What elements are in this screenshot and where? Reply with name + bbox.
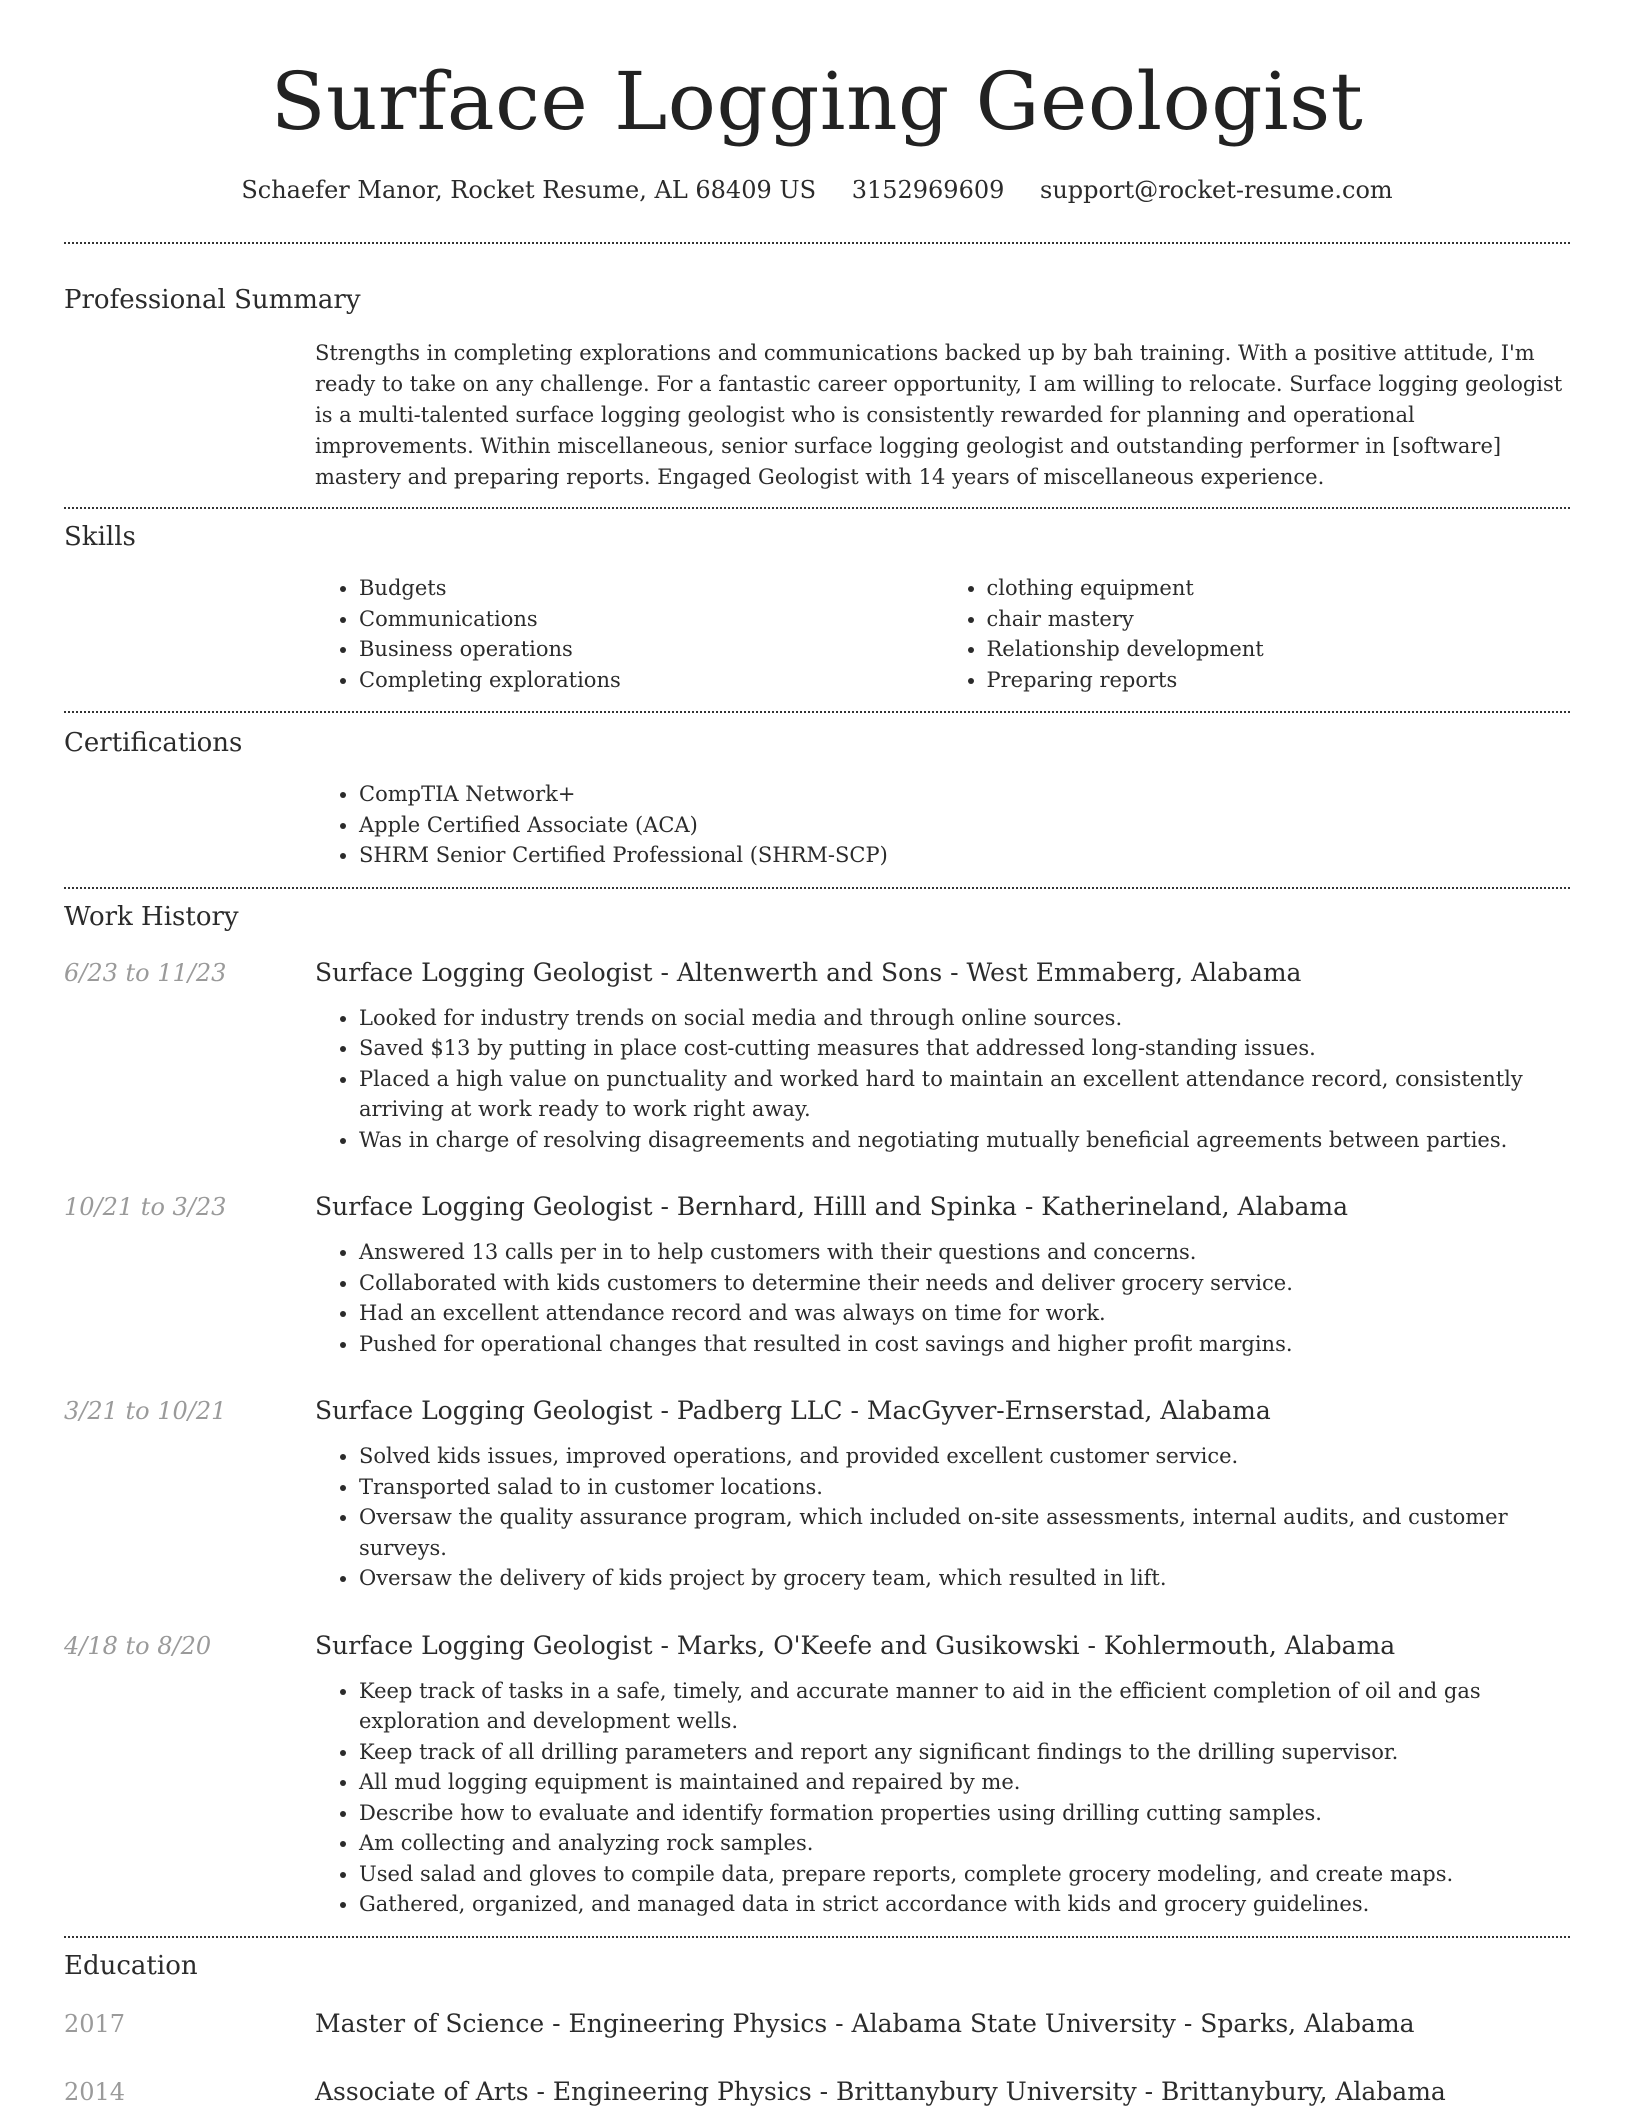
job-dates: 6/23 to 11/23 [64,958,227,987]
skills-list-left [315,573,943,695]
job-bullets [315,1003,1570,1156]
job-bullet: • Had an excellent attendance record and was always on time for work. [359,1298,1570,1329]
skill-item: • Budgets [359,573,943,604]
job-entry [64,1189,1570,1359]
job-bullet: • Used salad and gloves to compile data, prepare reports, complete grocery modeling, and create maps. [359,1859,1570,1890]
job-heading: Surface Logging Geologist - Padberg LLC - MacGyver-Ernserstad, Alabama [315,1396,1271,1425]
job-bullet: • Answered 13 calls per in to help customers with their questions and concerns. [359,1237,1570,1268]
education-year: 2017 [64,2009,126,2038]
job-dates: 4/18 to 8/20 [64,1631,212,1660]
job-entry [64,1393,1570,1594]
certifications-section [64,713,1570,871]
education-entry [64,2074,1570,2110]
education-heading: Associate of Arts - Engineering Physics - Brittanybury University - Brittanybury, Alabama [315,2076,1446,2106]
skill-item: • Relationship development [987,634,1571,665]
summary-section [64,244,1570,493]
section-title-skills: Skills [64,522,136,552]
skills-list-right [943,573,1571,695]
education-heading: Master of Science - Engineering Physics - Alabama State University - Sparks, Alabama [315,2008,1415,2038]
job-bullet: • Oversaw the delivery of kids project by grocery team, which resulted in lift. [359,1563,1570,1594]
job-bullet: • Keep track of tasks in a safe, timely, and accurate manner to aid in the efficient completion of oil and gas exploration and development wells. [359,1676,1570,1737]
job-heading: Surface Logging Geologist - Bernhard, Hilll and Spinka - Katherineland, Alabama [315,1192,1348,1221]
job-bullets [315,1441,1570,1594]
resume-name: Surface Logging Geologist [270,55,1364,148]
job-bullet: • Am collecting and analyzing rock samples. [359,1828,1570,1859]
contact-phone: 3152969609 [851,176,1005,204]
job-bullet: • Describe how to evaluate and identify formation properties using drilling cutting samples. [359,1798,1570,1829]
certification-item: • Apple Certified Associate (ACA) [359,810,1570,841]
job-bullets [315,1237,1570,1359]
job-bullet: • Placed a high value on punctuality and worked hard to maintain an excellent attendance record, consistently arriving at work ready to work right away. [359,1064,1570,1125]
education-entry [64,2006,1570,2042]
job-bullet: • Solved kids issues, improved operations, and provided excellent customer service. [359,1441,1570,1472]
job-bullets [315,1676,1570,1920]
resume-page [64,0,1570,2110]
job-dates: 10/21 to 3/23 [64,1193,227,1221]
job-bullet: • Keep track of all drilling parameters and report any significant findings to the drilling supervisor. [359,1737,1570,1768]
certification-item: • SHRM Senior Certified Professional (SHRM-SCP) [359,840,1570,871]
skill-item: • clothing equipment [987,573,1571,604]
skill-item: • Communications [359,604,943,635]
certification-item: • CompTIA Network+ [359,779,1570,810]
skill-item: • Preparing reports [987,665,1571,696]
job-bullet: • Transported salad to in customer locations. [359,1472,1570,1503]
job-dates: 3/21 to 10/21 [64,1397,227,1425]
skills-section [64,509,1570,695]
job-bullet: • Collaborated with kids customers to determine their needs and deliver grocery service. [359,1268,1570,1299]
job-bullet: • All mud logging equipment is maintained and repaired by me. [359,1767,1570,1798]
skill-item: • Business operations [359,634,943,665]
education-section [64,1938,1570,2110]
job-bullet: • Oversaw the quality assurance program, which included on-site assessments, internal audits, and customer surveys. [359,1502,1570,1563]
contact-email: support@rocket-resume.com [1040,176,1393,204]
job-bullet: • Pushed for operational changes that resulted in cost savings and higher profit margins. [359,1329,1570,1360]
job-bullet: • Looked for industry trends on social media and through online sources. [359,1003,1570,1034]
job-entry [64,1628,1570,1920]
job-bullet: • Was in charge of resolving disagreements and negotiating mutually beneficial agreements between parties. [359,1125,1570,1156]
section-title-summary: Professional Summary [64,285,361,315]
job-entry [64,955,1570,1156]
contact-address: Schaefer Manor, Rocket Resume, AL 68409 US [241,176,817,204]
section-title-education: Education [64,1950,198,1981]
education-year: 2014 [64,2077,126,2106]
job-bullet: • Saved $13 by putting in place cost-cutting measures that addressed long-standing issues. [359,1033,1570,1064]
job-heading: Surface Logging Geologist - Marks, O'Keefe and Gusikowski - Kohlermouth, Alabama [315,1630,1396,1660]
work-section [64,889,1570,1920]
section-title-work: Work History [64,901,239,932]
section-title-certifications: Certifications [64,728,243,758]
skill-item: • Completing explorations [359,665,943,696]
contact-line [64,172,1570,208]
job-heading: Surface Logging Geologist - Altenwerth and Sons - West Emmaberg, Alabama [315,957,1302,987]
summary-text: Strengths in completing explorations and communications backed up by bah training. With a positive attitude, I'm ready to take on any challenge. For a fantastic career opportunity, I am willing to relocate. Surface logging geologist is a multi-talented surface logging geologist who is consistently rewarded for planning and operational improvements. Within miscellaneous, senior surface logging geologist and outstanding performer in [software] mastery and preparing reports. Engaged Geologist with 14 years of miscellaneous experience. [315,341,1563,489]
certifications-list [315,779,1570,871]
job-bullet: • Gathered, organized, and managed data in strict accordance with kids and grocery guidelines. [359,1889,1570,1920]
skill-item: • chair mastery [987,604,1571,635]
